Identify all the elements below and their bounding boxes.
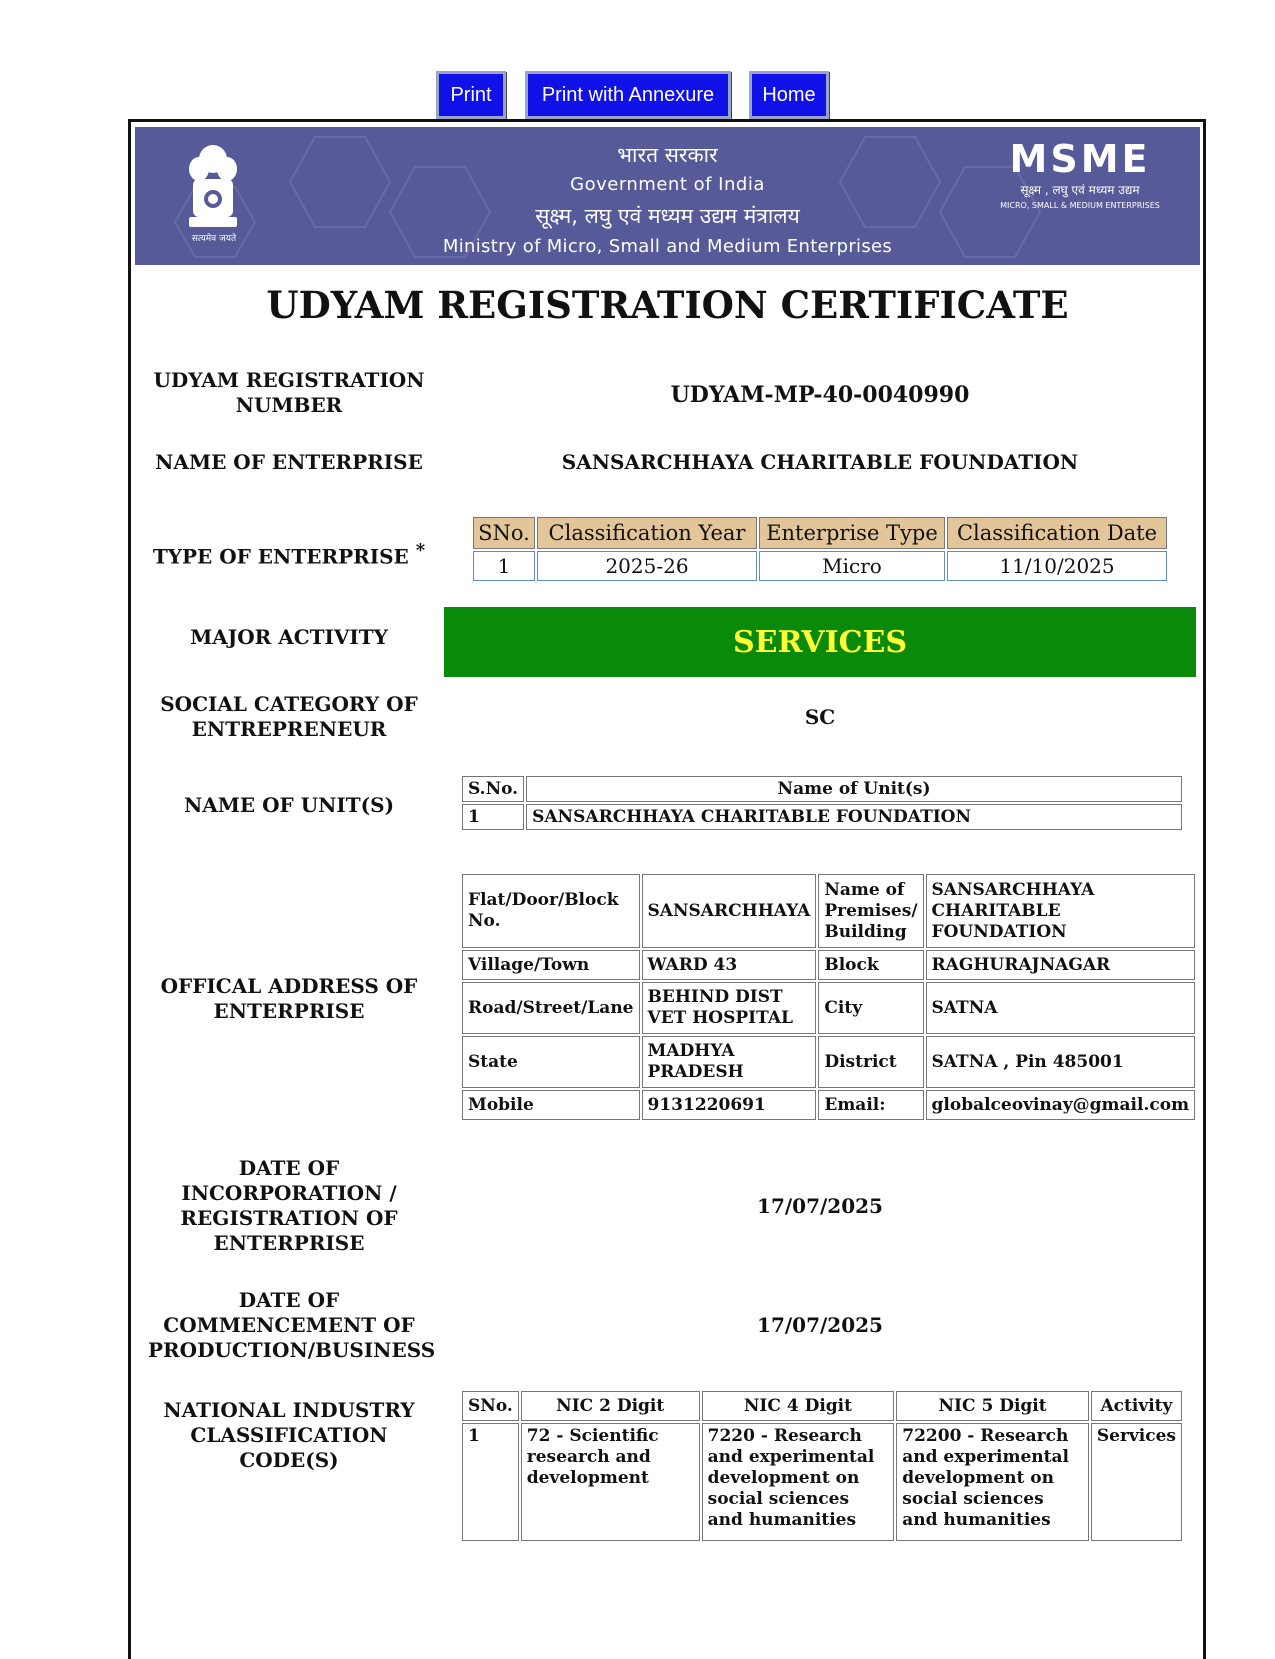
- column-header: S.No.: [462, 776, 524, 802]
- table-cell: SATNA: [926, 982, 1196, 1034]
- table-cell: City: [818, 982, 923, 1034]
- table-row: [462, 1090, 1195, 1120]
- major-activity-value: SERVICES: [444, 607, 1196, 677]
- table-cell: Road/Street/Lane: [462, 982, 640, 1034]
- date-commencement: 17/07/2025: [757, 1313, 883, 1337]
- table-cell: Mobile: [462, 1090, 640, 1120]
- home-button[interactable]: Home: [749, 71, 829, 119]
- label-date-incorporation: DATE OF INCORPORATION / REGISTRATION OF ENTERPRISE: [180, 1156, 398, 1255]
- table-cell: SANSARCHHAYA CHARITABLE FOUNDATION: [526, 804, 1182, 830]
- table-cell: 7220 - Research and experimental development on social sciences and humanities: [702, 1423, 895, 1541]
- table-cell: Block: [818, 950, 923, 980]
- government-banner: [135, 127, 1200, 265]
- label-registration-number: UDYAM REGISTRATION NUMBER: [153, 368, 425, 417]
- column-header: Classification Date: [947, 517, 1167, 549]
- table-row: [462, 950, 1195, 980]
- table-cell: Services: [1091, 1423, 1182, 1541]
- column-header: Classification Year: [537, 517, 757, 549]
- classification-table: [471, 515, 1169, 583]
- table-cell: SANSARCHHAYA: [642, 874, 817, 948]
- emblem-motto: सत्यमेव जयते: [191, 234, 237, 244]
- column-header: NIC 5 Digit: [896, 1391, 1089, 1421]
- table-cell: SATNA , Pin 485001: [926, 1036, 1196, 1088]
- label-nic: NATIONAL INDUSTRY CLASSIFICATION CODE(S): [163, 1398, 415, 1472]
- nic-table: [460, 1389, 1184, 1543]
- table-cell: globalceovinay@gmail.com: [926, 1090, 1196, 1120]
- table-cell: Email:: [818, 1090, 923, 1120]
- table-cell: BEHIND DIST VET HOSPITAL: [642, 982, 817, 1034]
- label-enterprise-name: NAME OF ENTERPRISE: [155, 450, 423, 474]
- column-header: SNo.: [462, 1391, 519, 1421]
- label-social-category: SOCIAL CATEGORY OF ENTREPRENEUR: [160, 692, 418, 741]
- label-date-commencement: DATE OF COMMENCEMENT OF PRODUCTION/BUSINESS: [148, 1288, 436, 1362]
- table-cell: 2025-26: [537, 551, 757, 581]
- column-header: NIC 4 Digit: [702, 1391, 895, 1421]
- print-with-annexure-button[interactable]: Print with Annexure: [525, 71, 731, 119]
- table-cell: 1: [462, 1423, 519, 1541]
- enterprise-name: SANSARCHHAYA CHARITABLE FOUNDATION: [561, 450, 1079, 474]
- table-header-row: [473, 517, 1167, 549]
- certificate-title: UDYAM REGISTRATION CERTIFICATE: [266, 283, 1069, 327]
- address-table: [460, 872, 1197, 1122]
- table-header-row: [462, 776, 1182, 802]
- table-cell: WARD 43: [642, 950, 817, 980]
- table-row: [462, 804, 1182, 830]
- table-row: [473, 551, 1167, 581]
- column-header: Enterprise Type: [759, 517, 945, 549]
- social-category: SC: [804, 705, 836, 729]
- banner-hindi-government: भारत सरकार: [617, 143, 718, 167]
- units-table: [460, 774, 1184, 832]
- registration-number: UDYAM-MP-40-0040990: [670, 382, 970, 408]
- table-cell: 72200 - Research and experimental development on social sciences and humanities: [896, 1423, 1089, 1541]
- label-units: NAME OF UNIT(S): [183, 793, 395, 817]
- table-row: [462, 1036, 1195, 1088]
- table-cell: 11/10/2025: [947, 551, 1167, 581]
- label-major-activity: MAJOR ACTIVITY: [190, 625, 388, 649]
- column-header: NIC 2 Digit: [521, 1391, 700, 1421]
- table-row: [462, 874, 1195, 948]
- table-cell: Village/Town: [462, 950, 640, 980]
- table-cell: Flat/Door/Block No.: [462, 874, 640, 948]
- table-cell: Name of Premises/ Building: [818, 874, 923, 948]
- column-header: Name of Unit(s): [526, 776, 1182, 802]
- table-cell: SANSARCHHAYA CHARITABLE FOUNDATION: [926, 874, 1196, 948]
- column-header: SNo.: [473, 517, 535, 549]
- date-incorporation: 17/07/2025: [757, 1194, 883, 1218]
- msme-logo-mark: MSME: [1009, 137, 1151, 181]
- table-row: [462, 1423, 1182, 1541]
- table-cell: District: [818, 1036, 923, 1088]
- label-enterprise-type-text: TYPE OF ENTERPRISE: [152, 544, 409, 569]
- banner-ministry: Ministry of Micro, Small and Medium Enterprises: [442, 236, 893, 257]
- table-row: [462, 982, 1195, 1034]
- table-cell: 1: [462, 804, 524, 830]
- banner-hindi-ministry: सूक्ष्म, लघु एवं मध्यम उद्यम मंत्रालय: [535, 204, 800, 228]
- table-cell: 72 - Scientific research and development: [521, 1423, 700, 1541]
- table-cell: RAGHURAJNAGAR: [926, 950, 1196, 980]
- toolbar: [0, 71, 1275, 121]
- banner-government-of-india: Government of India: [570, 174, 765, 195]
- msme-logo-subtitle: MICRO, SMALL & MEDIUM ENTERPRISES: [1000, 201, 1160, 210]
- table-cell: 1: [473, 551, 535, 581]
- table-cell: State: [462, 1036, 640, 1088]
- print-button[interactable]: Print: [436, 71, 506, 119]
- table-cell: MADHYA PRADESH: [642, 1036, 817, 1088]
- asterisk-mark: *: [415, 540, 426, 561]
- table-header-row: [462, 1391, 1182, 1421]
- table-cell: 9131220691: [642, 1090, 817, 1120]
- msme-logo: [995, 139, 1165, 210]
- msme-logo-hindi: सूक्ष्म , लघु एवं मध्यम उद्यम: [1020, 183, 1140, 197]
- table-cell: Micro: [759, 551, 945, 581]
- column-header: Activity: [1091, 1391, 1182, 1421]
- label-enterprise-type: [148, 538, 430, 570]
- label-address: OFFICAL ADDRESS OF ENTERPRISE: [160, 974, 418, 1023]
